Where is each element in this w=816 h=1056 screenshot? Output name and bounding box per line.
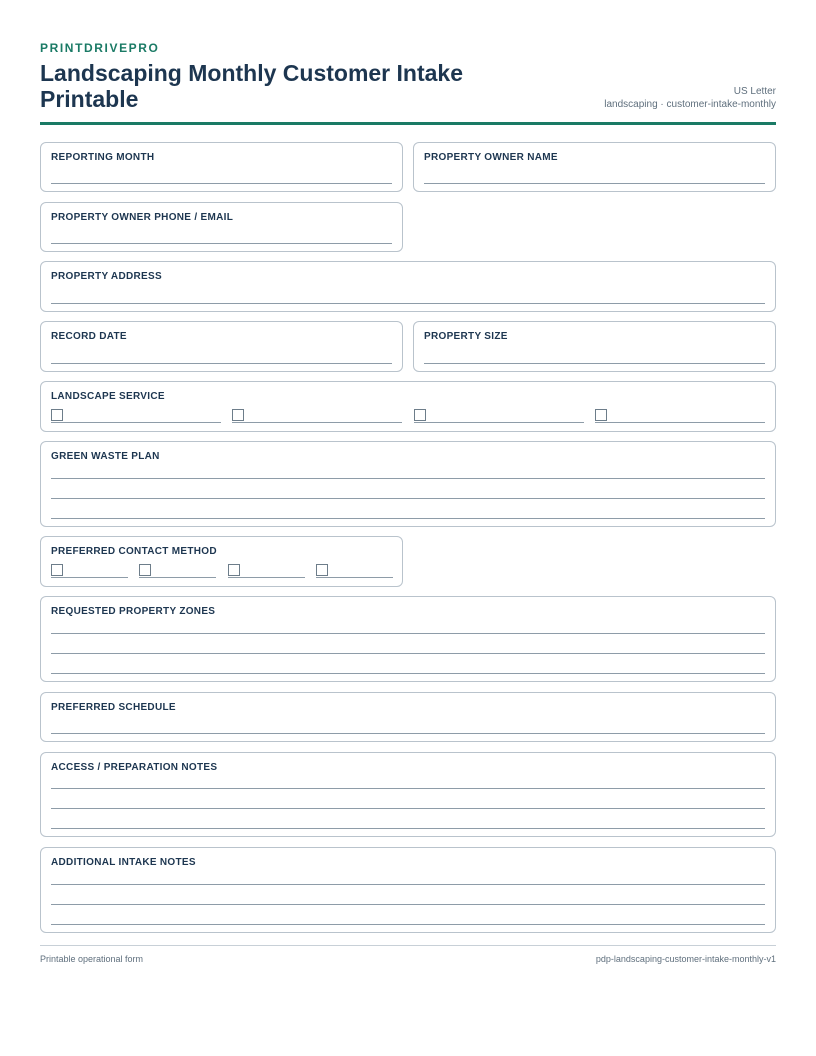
additional-notes-field[interactable] xyxy=(40,847,776,933)
write-line xyxy=(51,673,765,674)
record-date-field[interactable] xyxy=(40,321,403,372)
write-line xyxy=(51,788,765,789)
write-line xyxy=(51,828,765,829)
write-line xyxy=(424,363,765,364)
paper-size-label: US Letter xyxy=(733,86,776,97)
write-line xyxy=(51,183,392,184)
green-waste-plan-label: GREEN WASTE PLAN xyxy=(51,451,160,462)
checkbox-icon[interactable] xyxy=(51,409,63,421)
checkbox-icon[interactable] xyxy=(595,409,607,421)
preferred-schedule-field[interactable] xyxy=(40,692,776,742)
checkbox-icon[interactable] xyxy=(316,564,328,576)
contact-method-option-3[interactable] xyxy=(228,564,305,578)
green-waste-plan-field[interactable] xyxy=(40,441,776,527)
record-date-label: RECORD DATE xyxy=(51,331,127,342)
owner-name-field[interactable] xyxy=(413,142,776,192)
preferred-schedule-label: PREFERRED SCHEDULE xyxy=(51,702,176,713)
write-line xyxy=(51,904,765,905)
brand-logo-text: PRINTDRIVEPRO xyxy=(40,41,160,55)
write-line xyxy=(424,183,765,184)
contact-method-option-1[interactable] xyxy=(51,564,128,578)
contact-method-option-2[interactable] xyxy=(139,564,216,578)
checkbox-icon[interactable] xyxy=(228,564,240,576)
write-line xyxy=(51,363,392,364)
checkbox-icon[interactable] xyxy=(232,409,244,421)
checkbox-icon[interactable] xyxy=(139,564,151,576)
write-line xyxy=(51,498,765,499)
write-line xyxy=(51,478,765,479)
landscape-service-option-2[interactable] xyxy=(232,409,402,423)
contact-method-option-4[interactable] xyxy=(316,564,393,578)
landscape-service-option-3[interactable] xyxy=(414,409,584,423)
property-size-field[interactable] xyxy=(413,321,776,372)
owner-contact-label: PROPERTY OWNER PHONE / EMAIL xyxy=(51,212,234,223)
property-address-field[interactable] xyxy=(40,261,776,312)
write-line xyxy=(51,422,221,423)
page-title: Landscaping Monthly Customer Intake Printable xyxy=(40,60,463,112)
write-line xyxy=(51,808,765,809)
landscape-service-label: LANDSCAPE SERVICE xyxy=(51,391,165,402)
footer-divider xyxy=(40,945,776,946)
write-line xyxy=(51,884,765,885)
header-divider xyxy=(40,122,776,125)
reporting-month-field[interactable] xyxy=(40,142,403,192)
write-line xyxy=(51,733,765,734)
write-line xyxy=(228,577,305,578)
write-line xyxy=(51,303,765,304)
write-line xyxy=(51,243,392,244)
form-slug-label: landscaping · customer-intake-monthly xyxy=(604,99,776,110)
landscape-service-option-4[interactable] xyxy=(595,409,765,423)
write-line xyxy=(595,422,765,423)
footer-form-id: pdp-landscaping-customer-intake-monthly-v1 xyxy=(595,954,776,964)
additional-notes-label: ADDITIONAL INTAKE NOTES xyxy=(51,857,196,868)
write-line xyxy=(51,924,765,925)
property-size-label: PROPERTY SIZE xyxy=(424,331,508,342)
write-line xyxy=(414,422,584,423)
property-zones-field[interactable] xyxy=(40,596,776,682)
landscape-service-field xyxy=(40,381,776,432)
write-line xyxy=(139,577,216,578)
access-notes-field[interactable] xyxy=(40,752,776,837)
write-line xyxy=(232,422,402,423)
checkbox-icon[interactable] xyxy=(51,564,63,576)
property-address-label: PROPERTY ADDRESS xyxy=(51,271,162,282)
owner-name-label: PROPERTY OWNER NAME xyxy=(424,152,558,163)
page-meta xyxy=(604,85,776,111)
contact-method-label: PREFERRED CONTACT METHOD xyxy=(51,546,217,557)
write-line xyxy=(51,653,765,654)
footer-left-text: Printable operational form xyxy=(40,954,144,964)
property-zones-label: REQUESTED PROPERTY ZONES xyxy=(51,606,216,617)
checkbox-icon[interactable] xyxy=(414,409,426,421)
write-line xyxy=(51,577,128,578)
access-notes-label: ACCESS / PREPARATION NOTES xyxy=(51,762,218,773)
owner-contact-field[interactable] xyxy=(40,202,403,252)
contact-method-field xyxy=(40,536,403,587)
write-line xyxy=(316,577,393,578)
reporting-month-label: REPORTING MONTH xyxy=(51,152,155,163)
landscape-service-option-1[interactable] xyxy=(51,409,221,423)
write-line xyxy=(51,518,765,519)
write-line xyxy=(51,633,765,634)
